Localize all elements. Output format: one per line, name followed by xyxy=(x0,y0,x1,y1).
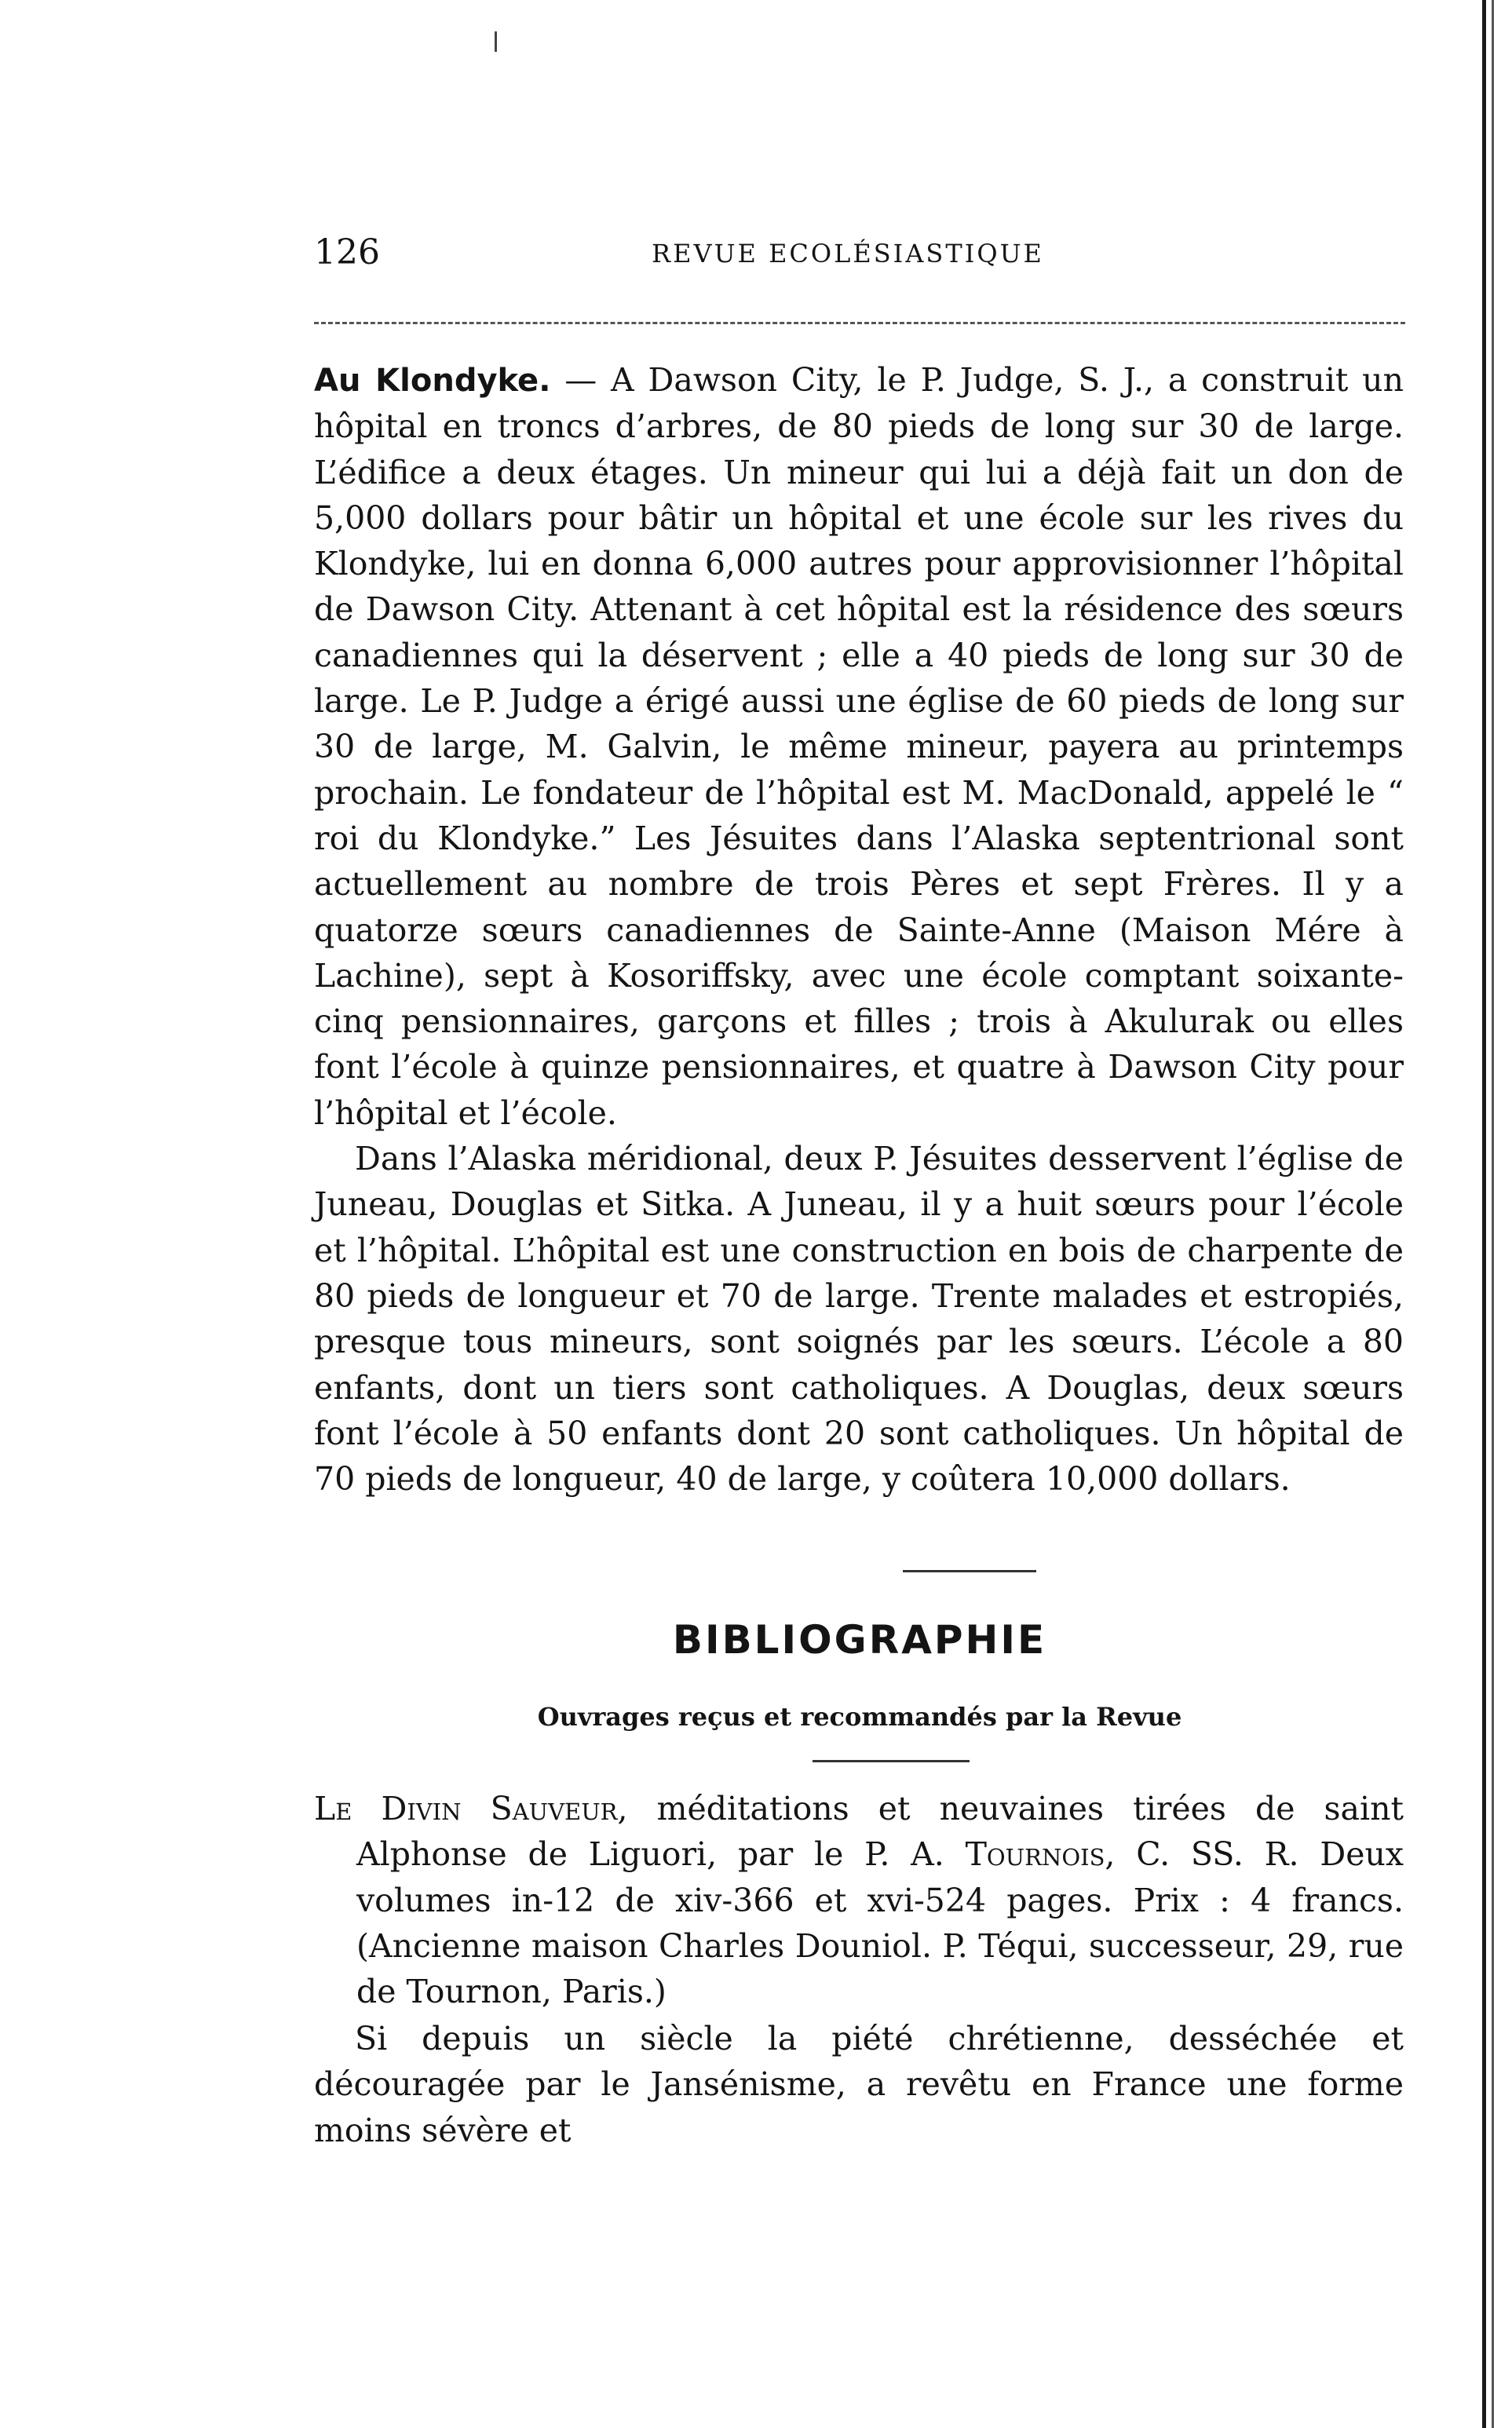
article-body xyxy=(314,357,1404,1502)
header-rule xyxy=(314,322,1405,324)
scan-mark xyxy=(495,31,497,52)
running-title: REVUE ECOLÉSIASTIQUE xyxy=(652,239,1044,268)
section-divider xyxy=(903,1570,1036,1572)
page-header xyxy=(314,232,1405,272)
book-author: Tournois, xyxy=(965,1835,1116,1874)
paragraph xyxy=(314,357,1404,1136)
review-paragraph: Si depuis un siècle la piété chrétienne, desséchée et découragée par le Jansénisme, a revêtu en France une forme moins sévère et xyxy=(314,2020,1404,2149)
bibliography-subtitle: Ouvrages reçus et recommandés par la Revue xyxy=(537,1702,1182,1732)
paragraph-text: — A Dawson City, le P. Judge, S. J., a construit un hôpital en troncs d’arbres, de 80 pieds de long sur 30 de large. L’édifice a deux étages. Un mineur qui lui a déjà fait un don de 5,000 dollars pour bâtir un hôpital et une école sur les rives du Klondyke, lui en donna 6,000 autres pour approvisionner l’hôpital de Dawson City. Attenant à cet hôpital est la résidence des sœurs canadiennes qui la déservent ; elle a 40 pieds de long sur 30 de large. Le P. Judge a érigé aussi une église de 60 pieds de long sur 30 de large, M. Galvin, le même mineur, payera au printemps prochain. Le fondateur de l’hôpital est M. MacDonald, appelé le “ roi du Klondyke.” Les Jésuites dans l’Alaska septentrional sont actuellement au nombre de trois Pères et sept Frères. Il y a quatorze sœurs canadiennes de Sainte-Anne (Maison Mére à Lachine), sept à Kosoriffsky, avec une école comptant soixante-cinq pensionnaires, garçons et filles ; trois à Akulurak ou elles font l’école à quinze pensionnaires, et quatre à Dawson City pour l’hôpital et l’école. xyxy=(314,361,1404,1132)
bibliography-heading: BIBLIOGRAPHIE xyxy=(672,1617,1047,1663)
entry-details: C. SS. R. Deux volumes in-12 de xiv-366 et xvi-524 pages. Prix : 4 francs. (Ancienne maison Charles Douniol. P. Téqui, successeur, 29, rue de Tournon, Paris.) xyxy=(356,1835,1404,2011)
page-edge xyxy=(1482,0,1486,2428)
entry-text: méditations et neuvaines tirées de saint Alphonse de Liguori, par le P. A. xyxy=(356,1790,1404,1874)
book-title: Le Divin Sauveur, xyxy=(314,1790,628,1827)
paragraph: Dans l’Alaska méridional, deux P. Jésuites desservent l’église de Juneau, Douglas et Sitka. A Juneau, il y a huit sœurs pour l’école et l’hôpital. L’hôpital est une construction en bois de charpente de 80 pieds de longueur et 70 de large. Trente malades et estropiés, presque tous mineurs, sont soignés par les sœurs. L’école a 80 enfants, dont un tiers sont catholiques. A Douglas, deux sœurs font l’école à 50 enfants dont 20 sont catholiques. Un hôpital de 70 pieds de longueur, 40 de large, y coûtera 10,000 dollars. xyxy=(314,1140,1404,1499)
page-number: 126 xyxy=(314,232,380,272)
page-edge-shadow xyxy=(1492,0,1494,2428)
section-lead: Au Klondyke. xyxy=(314,363,551,399)
subtitle-divider xyxy=(813,1760,970,1762)
bibliography-entry xyxy=(314,1786,1404,2014)
